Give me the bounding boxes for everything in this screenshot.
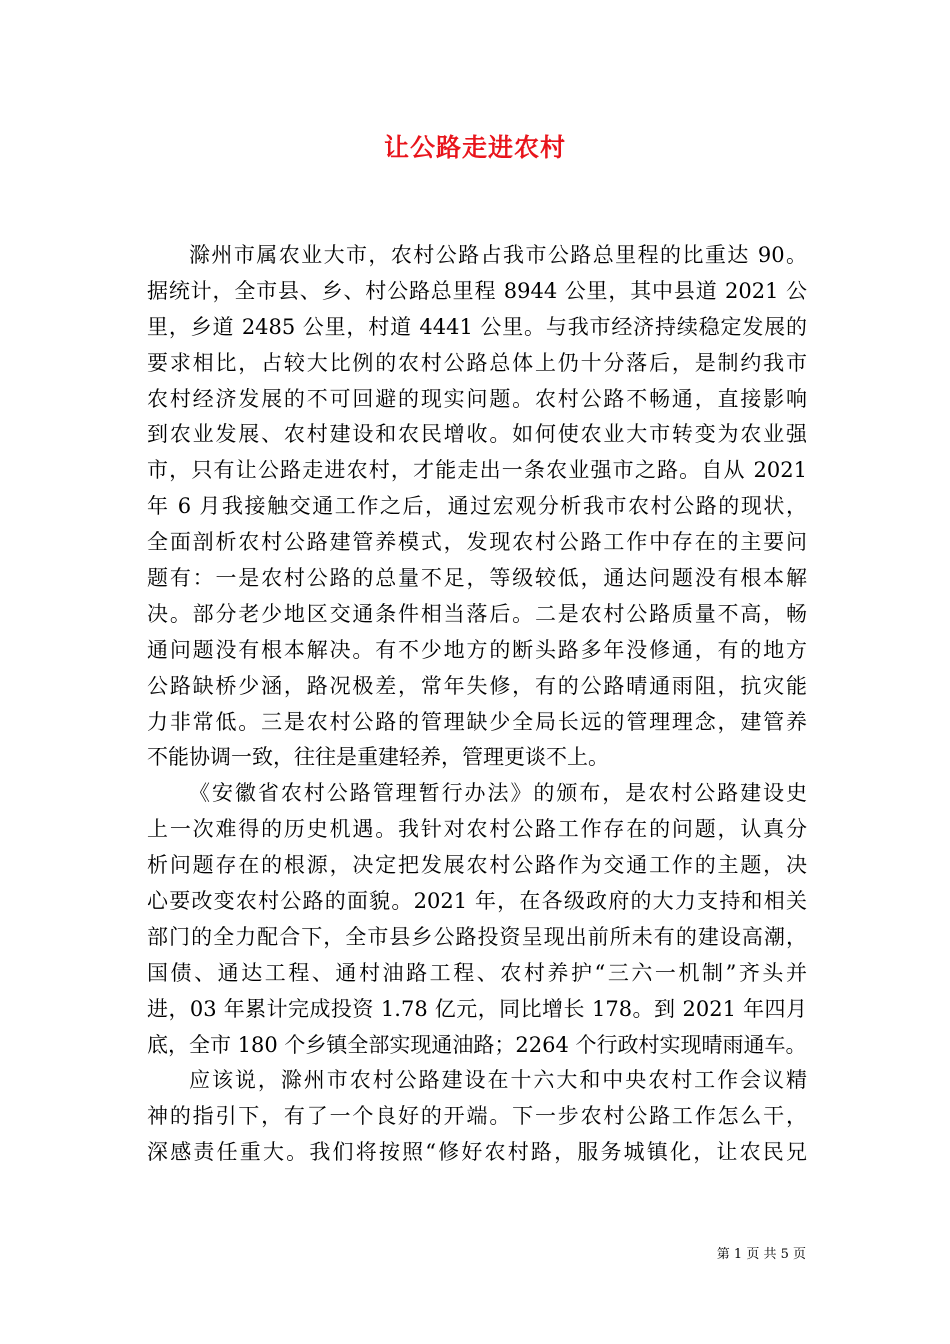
text-line: 里，乡道 2485 公里，村道 4441 公里。与我市经济持续稳定发展的 bbox=[147, 314, 807, 339]
text-line: 题有：一是农村公路的总量不足，等级较低，通达问题没有根本解 bbox=[147, 566, 807, 591]
text-line: 底，全市 180 个乡镇全部实现通油路；2264 个行政村实现晴雨通车。 bbox=[147, 1032, 807, 1057]
text-line: 析问题存在的根源，决定把发展农村公路作为交通工作的主题，决 bbox=[147, 853, 807, 878]
text-line: 进，03 年累计完成投资 1.78 亿元，同比增长 178。到 2021 年四月 bbox=[147, 996, 807, 1021]
paragraph-1 bbox=[147, 238, 807, 776]
paragraph-2 bbox=[147, 776, 807, 1063]
text-line: 公路缺桥少涵，路况极差，常年失修，有的公路晴通雨阻，抗灾能 bbox=[147, 673, 807, 698]
text-line: 据统计，全市县、乡、村公路总里程 8944 公里，其中县道 2021 公 bbox=[147, 278, 807, 303]
text-line: 深感责任重大。我们将按照“修好农村路，服务城镇化，让农民兄 bbox=[147, 1140, 807, 1165]
text-line: 上一次难得的历史机遇。我针对农村公路工作存在的问题，认真分 bbox=[147, 817, 807, 842]
text-line: 全面剖析农村公路建管养模式，发现农村公路工作中存在的主要问 bbox=[147, 530, 807, 555]
text-line: 国债、通达工程、通村油路工程、农村养护“三六一机制”齐头并 bbox=[147, 960, 807, 985]
text-line: 力非常低。三是农村公路的管理缺少全局长远的管理理念，建管养 bbox=[147, 709, 807, 734]
text-line: 《安徽省农村公路管理暂行办法》的颁布，是农村公路建设史 bbox=[189, 781, 807, 806]
text-line: 要求相比，占较大比例的农村公路总体上仍十分落后，是制约我市 bbox=[147, 350, 807, 375]
paragraph-3 bbox=[147, 1063, 807, 1171]
text-line: 决。部分老少地区交通条件相当落后。二是农村公路质量不高，畅 bbox=[147, 601, 807, 626]
text-line: 通问题没有根本解决。有不少地方的断头路多年没修通，有的地方 bbox=[147, 637, 807, 662]
text-line: 滁州市属农业大市，农村公路占我市公路总里程的比重达 90。 bbox=[189, 243, 807, 267]
text-line: 不能协调一致，往往是重建轻养，管理更谈不上。 bbox=[147, 745, 609, 770]
text-line: 农村经济发展的不可回避的现实问题。农村公路不畅通，直接影响 bbox=[147, 386, 807, 411]
page-footer: 第 1 页 共 5 页 bbox=[716, 1247, 806, 1262]
text-line: 年 6 月我接触交通工作之后，通过宏观分析我市农村公路的现状， bbox=[147, 494, 807, 519]
text-line: 到农业发展、农村建设和农民增收。如何使农业大市转变为农业强 bbox=[147, 422, 807, 447]
text-line: 神的指引下，有了一个良好的开端。下一步农村公路工作怎么干， bbox=[147, 1104, 807, 1129]
text-line: 应该说，滁州市农村公路建设在十六大和中央农村工作会议精 bbox=[189, 1068, 807, 1093]
text-line: 市，只有让公路走进农村，才能走出一条农业强市之路。自从 2021 bbox=[147, 458, 807, 483]
text-line: 部门的全力配合下，全市县乡公路投资呈现出前所未有的建设高潮， bbox=[147, 924, 807, 949]
document-body bbox=[147, 238, 807, 1171]
document-title: 让公路走进农村 bbox=[383, 133, 566, 162]
text-line: 心要改变农村公路的面貌。2021 年，在各级政府的大力支持和相关 bbox=[147, 889, 807, 914]
